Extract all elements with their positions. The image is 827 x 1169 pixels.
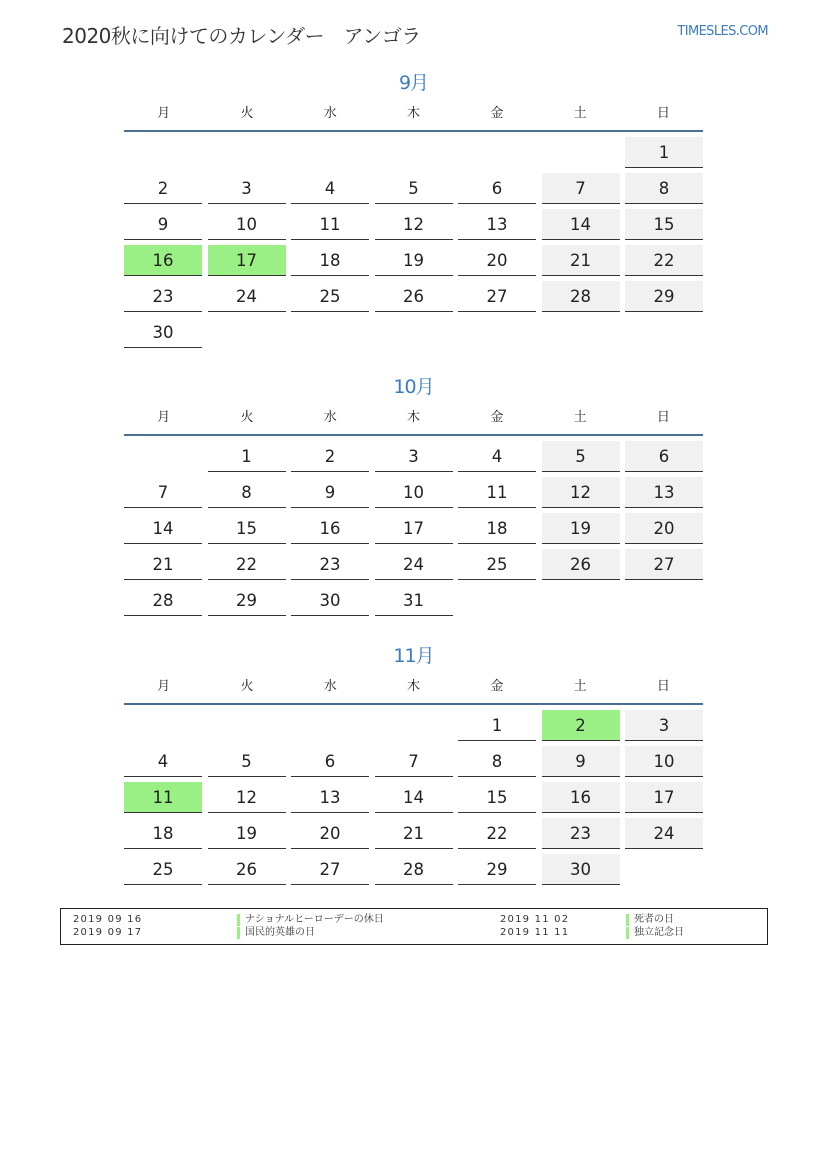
day-cell[interactable]: 17 bbox=[375, 513, 453, 544]
day-cell[interactable]: 18 bbox=[458, 513, 536, 544]
month-october bbox=[124, 374, 703, 621]
day-cell[interactable]: 19 bbox=[542, 513, 620, 544]
day-cell[interactable]: 7 bbox=[375, 746, 453, 777]
day-cell[interactable]: 7 bbox=[124, 477, 202, 508]
day-cell[interactable]: 21 bbox=[375, 818, 453, 849]
empty-cell bbox=[542, 137, 620, 168]
weekday-label: 月 bbox=[157, 106, 171, 121]
week-row bbox=[124, 854, 703, 890]
calendar-grid bbox=[124, 132, 703, 353]
day-cell[interactable]: 21 bbox=[124, 549, 202, 580]
day-cell[interactable]: 4 bbox=[291, 173, 369, 204]
weekday-label: 火 bbox=[240, 410, 254, 425]
day-cell[interactable]: 20 bbox=[458, 245, 536, 276]
holiday-legend bbox=[60, 908, 768, 945]
month-title: 10月 bbox=[393, 376, 434, 398]
week-row bbox=[124, 746, 703, 782]
day-cell[interactable]: 1 bbox=[208, 441, 286, 472]
day-cell[interactable]: 22 bbox=[625, 245, 703, 276]
empty-cell bbox=[375, 137, 453, 168]
weekday-label: 水 bbox=[323, 679, 337, 694]
week-row bbox=[124, 585, 703, 621]
weekday-label: 金 bbox=[490, 410, 504, 425]
month-title: 9月 bbox=[398, 72, 429, 94]
day-cell[interactable]: 5 bbox=[208, 746, 286, 777]
day-cell[interactable]: 31 bbox=[375, 585, 453, 616]
weekday-label: 土 bbox=[573, 106, 587, 121]
empty-cell bbox=[458, 317, 536, 348]
day-cell[interactable]: 26 bbox=[375, 281, 453, 312]
empty-cell bbox=[208, 317, 286, 348]
empty-cell bbox=[124, 710, 202, 741]
legend-date: 2019 11 02 bbox=[500, 914, 570, 925]
empty-cell bbox=[124, 441, 202, 472]
day-cell[interactable]: 1 bbox=[458, 710, 536, 741]
day-cell[interactable]: 14 bbox=[542, 209, 620, 240]
day-cell[interactable]: 20 bbox=[625, 513, 703, 544]
day-cell[interactable]: 30 bbox=[291, 585, 369, 616]
legend-holiday-name: ナショナルヒーローデーの休日 bbox=[237, 914, 384, 926]
empty-cell bbox=[208, 710, 286, 741]
day-cell[interactable]: 12 bbox=[542, 477, 620, 508]
weekday-label: 土 bbox=[573, 410, 587, 425]
day-cell[interactable]: 23 bbox=[542, 818, 620, 849]
weekday-label: 水 bbox=[323, 106, 337, 121]
day-cell[interactable]: 30 bbox=[124, 317, 202, 348]
legend-date: 2019 09 16 bbox=[73, 914, 143, 925]
day-cell[interactable]: 28 bbox=[124, 585, 202, 616]
day-cell[interactable]: 13 bbox=[625, 477, 703, 508]
day-cell[interactable]: 25 bbox=[458, 549, 536, 580]
weekday-label: 木 bbox=[407, 410, 421, 425]
site-link[interactable]: TIMESLES.COM bbox=[677, 24, 768, 39]
weekday-label: 日 bbox=[656, 410, 670, 425]
day-cell[interactable]: 21 bbox=[542, 245, 620, 276]
day-cell[interactable]: 15 bbox=[208, 513, 286, 544]
calendar-grid bbox=[124, 436, 703, 621]
day-cell[interactable]: 8 bbox=[208, 477, 286, 508]
day-cell[interactable]: 30 bbox=[542, 854, 620, 885]
day-cell[interactable]: 26 bbox=[208, 854, 286, 885]
weekday-label: 水 bbox=[323, 410, 337, 425]
day-cell[interactable]: 5 bbox=[375, 173, 453, 204]
day-cell[interactable]: 2 bbox=[291, 441, 369, 472]
day-cell[interactable]: 3 bbox=[208, 173, 286, 204]
day-cell[interactable]: 20 bbox=[291, 818, 369, 849]
empty-cell bbox=[375, 710, 453, 741]
week-row bbox=[124, 245, 703, 281]
weekday-label: 火 bbox=[240, 679, 254, 694]
week-row bbox=[124, 137, 703, 173]
legend-holiday-name: 死者の日 bbox=[626, 914, 674, 926]
day-cell[interactable]: 15 bbox=[458, 782, 536, 813]
week-row bbox=[124, 281, 703, 317]
day-cell[interactable]: 3 bbox=[375, 441, 453, 472]
empty-cell bbox=[542, 585, 620, 616]
empty-cell bbox=[291, 710, 369, 741]
weekday-label: 金 bbox=[490, 679, 504, 694]
week-row bbox=[124, 549, 703, 585]
day-cell[interactable]: 14 bbox=[124, 513, 202, 544]
day-cell[interactable]: 8 bbox=[458, 746, 536, 777]
day-cell[interactable]: 25 bbox=[124, 854, 202, 885]
day-cell[interactable]: 25 bbox=[291, 281, 369, 312]
week-row bbox=[124, 441, 703, 477]
empty-cell bbox=[625, 854, 703, 885]
holiday-day-cell[interactable]: 2 bbox=[542, 710, 620, 741]
empty-cell bbox=[625, 585, 703, 616]
day-cell[interactable]: 12 bbox=[375, 209, 453, 240]
day-cell[interactable]: 24 bbox=[208, 281, 286, 312]
day-cell[interactable]: 19 bbox=[375, 245, 453, 276]
empty-cell bbox=[208, 137, 286, 168]
day-cell[interactable]: 27 bbox=[458, 281, 536, 312]
day-cell[interactable]: 26 bbox=[542, 549, 620, 580]
day-cell[interactable]: 7 bbox=[542, 173, 620, 204]
weekday-header bbox=[124, 669, 703, 705]
day-cell[interactable]: 14 bbox=[375, 782, 453, 813]
weekday-label: 木 bbox=[407, 106, 421, 121]
day-cell[interactable]: 13 bbox=[458, 209, 536, 240]
day-cell[interactable]: 3 bbox=[625, 710, 703, 741]
weekday-header bbox=[124, 96, 703, 132]
weekday-label: 月 bbox=[157, 410, 171, 425]
month-title: 11月 bbox=[393, 645, 434, 667]
holiday-day-cell[interactable]: 11 bbox=[124, 782, 202, 813]
calendar-grid bbox=[124, 705, 703, 890]
week-row bbox=[124, 317, 703, 353]
day-cell[interactable]: 28 bbox=[542, 281, 620, 312]
day-cell[interactable]: 24 bbox=[375, 549, 453, 580]
weekday-label: 火 bbox=[240, 106, 254, 121]
day-cell[interactable]: 10 bbox=[375, 477, 453, 508]
legend-date: 2019 11 11 bbox=[500, 927, 570, 938]
day-cell[interactable]: 22 bbox=[208, 549, 286, 580]
week-row bbox=[124, 513, 703, 549]
day-cell[interactable]: 2 bbox=[124, 173, 202, 204]
day-cell[interactable]: 11 bbox=[458, 477, 536, 508]
day-cell[interactable]: 1 bbox=[625, 137, 703, 168]
day-cell[interactable]: 29 bbox=[458, 854, 536, 885]
legend-holiday-name: 国民的英雄の日 bbox=[237, 927, 315, 939]
day-cell[interactable]: 9 bbox=[124, 209, 202, 240]
day-cell[interactable]: 4 bbox=[458, 441, 536, 472]
weekday-label: 土 bbox=[573, 679, 587, 694]
weekday-label: 木 bbox=[407, 679, 421, 694]
day-cell[interactable]: 16 bbox=[542, 782, 620, 813]
empty-cell bbox=[375, 317, 453, 348]
page-title: 2020秋に向けてのカレンダー アンゴラ bbox=[62, 24, 421, 48]
day-cell[interactable]: 24 bbox=[625, 818, 703, 849]
empty-cell bbox=[291, 317, 369, 348]
empty-cell bbox=[625, 317, 703, 348]
month-november bbox=[124, 643, 703, 890]
day-cell[interactable]: 28 bbox=[375, 854, 453, 885]
day-cell[interactable]: 22 bbox=[458, 818, 536, 849]
day-cell[interactable]: 19 bbox=[208, 818, 286, 849]
day-cell[interactable]: 6 bbox=[458, 173, 536, 204]
day-cell[interactable]: 16 bbox=[291, 513, 369, 544]
day-cell[interactable]: 23 bbox=[124, 281, 202, 312]
weekday-label: 日 bbox=[656, 106, 670, 121]
legend-holiday-name: 独立記念日 bbox=[626, 927, 684, 939]
empty-cell bbox=[124, 137, 202, 168]
week-row bbox=[124, 782, 703, 818]
holiday-day-cell[interactable]: 16 bbox=[124, 245, 202, 276]
empty-cell bbox=[542, 317, 620, 348]
day-cell[interactable]: 18 bbox=[291, 245, 369, 276]
day-cell[interactable]: 12 bbox=[208, 782, 286, 813]
weekday-label: 月 bbox=[157, 679, 171, 694]
day-cell[interactable]: 17 bbox=[625, 782, 703, 813]
day-cell[interactable]: 6 bbox=[625, 441, 703, 472]
empty-cell bbox=[291, 137, 369, 168]
empty-cell bbox=[458, 137, 536, 168]
weekday-label: 日 bbox=[656, 679, 670, 694]
month-september bbox=[124, 70, 703, 353]
weekday-header bbox=[124, 400, 703, 436]
day-cell[interactable]: 23 bbox=[291, 549, 369, 580]
day-cell[interactable]: 10 bbox=[625, 746, 703, 777]
day-cell[interactable]: 15 bbox=[625, 209, 703, 240]
day-cell[interactable]: 5 bbox=[542, 441, 620, 472]
day-cell[interactable]: 27 bbox=[291, 854, 369, 885]
day-cell[interactable]: 9 bbox=[542, 746, 620, 777]
day-cell[interactable]: 9 bbox=[291, 477, 369, 508]
week-row bbox=[124, 710, 703, 746]
week-row bbox=[124, 477, 703, 513]
empty-cell bbox=[458, 585, 536, 616]
day-cell[interactable]: 29 bbox=[208, 585, 286, 616]
day-cell[interactable]: 6 bbox=[291, 746, 369, 777]
week-row bbox=[124, 209, 703, 245]
day-cell[interactable]: 18 bbox=[124, 818, 202, 849]
day-cell[interactable]: 27 bbox=[625, 549, 703, 580]
day-cell[interactable]: 4 bbox=[124, 746, 202, 777]
day-cell[interactable]: 8 bbox=[625, 173, 703, 204]
day-cell[interactable]: 11 bbox=[291, 209, 369, 240]
week-row bbox=[124, 818, 703, 854]
day-cell[interactable]: 13 bbox=[291, 782, 369, 813]
day-cell[interactable]: 10 bbox=[208, 209, 286, 240]
weekday-label: 金 bbox=[490, 106, 504, 121]
legend-date: 2019 09 17 bbox=[73, 927, 143, 938]
day-cell[interactable]: 29 bbox=[625, 281, 703, 312]
holiday-day-cell[interactable]: 17 bbox=[208, 245, 286, 276]
week-row bbox=[124, 173, 703, 209]
